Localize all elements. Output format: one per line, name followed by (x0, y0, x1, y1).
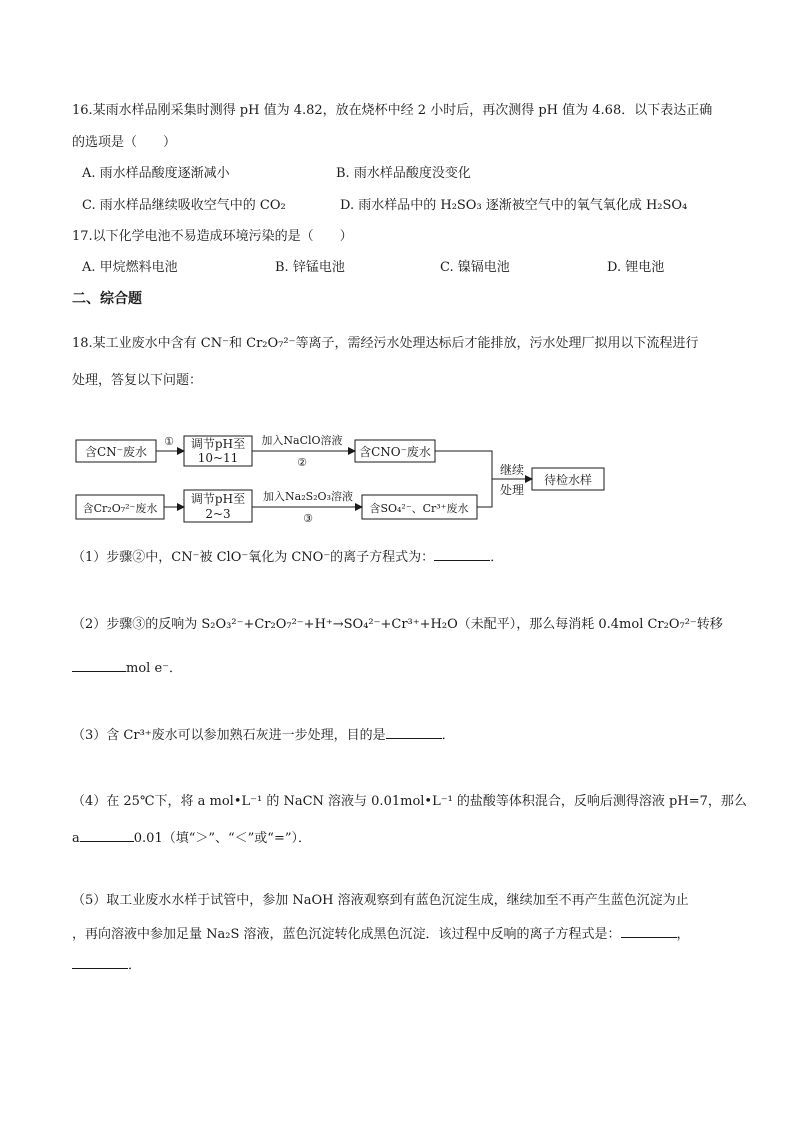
q18-sub4-var: a (72, 831, 80, 846)
q18-sub1-answer-blank[interactable] (434, 548, 490, 561)
q17-option-c[interactable]: C. 镍镉电池 (440, 260, 510, 275)
q18-stem-line2: 处理，答复以下问题： (72, 373, 203, 388)
flow-step-2: ② (297, 456, 307, 469)
flow-label-continue-b: 处理 (499, 483, 525, 497)
flow-label-adjust-bottom-a: 调节pH至 (190, 492, 246, 506)
q18-sub1 (72, 548, 503, 566)
q18-sub3-text: （3）含 Cr³⁺废水可以参加熟石灰进一步处理，目的是 (72, 728, 386, 743)
q18-sub2-line1: （2）步骤③的反响为 S₂O₃²⁻+Cr₂O₇²⁻+H⁺→SO₄²⁻+Cr³⁺+H₂O（未配平），那么每消耗 0.4mol Cr₂O₇²⁻转移 (72, 617, 723, 632)
q18-sub5-answer-blank-2[interactable] (72, 956, 128, 969)
q16-option-b[interactable]: B. 雨水样品酸度没变化 (336, 166, 471, 181)
q18-sub5-line3 (72, 956, 141, 974)
q18-sub5-text: ，再向溶液中参加足量 Na₂S 溶液，蓝色沉淀转化成黑色沉淀．该过程中反响的离子方程式是： (72, 927, 621, 942)
q18-sub3-end: ． (441, 728, 455, 743)
q18-sub4-text: 0.01（填“＞”、“＜”或“=”）． (133, 831, 311, 846)
flow-step-1: ① (164, 435, 174, 448)
flow-reagent-naclo: 加入NaClO溶液 (261, 434, 343, 447)
q16-option-a[interactable]: A. 雨水样品酸度逐渐减小 (82, 166, 230, 181)
q17-option-d[interactable]: D. 锂电池 (607, 260, 665, 275)
q18-sub3-answer-blank[interactable] (386, 726, 442, 739)
flow-label-continue-a: 继续 (499, 463, 525, 477)
flow-step-3: ③ (303, 512, 313, 525)
q18-stem-line1: 18.某工业废水中含有 CN⁻和 Cr₂O₇²⁻等离子，需经污水处理达标后才能排放，污水处理厂拟用以下流程进行 (72, 336, 699, 351)
q16-stem-line1: 16.某雨水样品刚采集时测得 pH 值为 4.82，放在烧杯中经 2 小时后，再次测得 pH 值为 4.68．以下表达正确 (72, 103, 713, 118)
process-flow-diagram (0, 0, 794, 540)
q18-sub5-line1: （5）取工业废水水样于试管中，参加 NaOH 溶液观察到有蓝色沉淀生成，继续加至不再产生蓝色沉淀为止 (72, 893, 689, 908)
q17-option-a[interactable]: A. 甲烷燃料电池 (82, 260, 178, 275)
q18-sub4-answer-blank[interactable] (80, 829, 134, 842)
flow-label-cn: 含CN⁻废水 (84, 445, 148, 459)
q18-sub1-text: （1）步骤②中，CN⁻被 ClO⁻氧化为 CNO⁻的离子方程式为： (72, 550, 435, 565)
flow-label-adjust-top-b: 10~11 (197, 451, 239, 465)
q17-stem: 17.以下化学电池不易造成环境污染的是（ ） (72, 229, 353, 244)
flow-label-cr2o7: 含Cr₂O₇²⁻废水 (82, 502, 158, 515)
q18-sub5-end: ． (128, 958, 142, 973)
flow-label-cno: 含CNO⁻废水 (359, 445, 431, 459)
flow-label-adjust-bottom-b: 2~3 (205, 507, 231, 521)
q18-sub5-answer-blank-1[interactable] (621, 925, 677, 938)
q18-sub4-line1: （4）在 25℃下，将 a mol•L⁻¹ 的 NaCN 溶液与 0.01mol•L⁻¹ 的盐酸等体积混合，反响后测得溶液 pH=7，那么 (72, 794, 747, 809)
section-heading: 二、综合题 (72, 291, 142, 307)
q18-sub1-end: ． (490, 550, 504, 565)
q18-sub4-line2 (72, 829, 311, 847)
q18-sub2-line2 (72, 659, 182, 677)
q18-sub5-line2 (72, 925, 690, 943)
q16-stem-line2: 的选项是（ ） (72, 135, 177, 150)
q18-sub2-unit: mol e⁻． (126, 661, 182, 676)
flow-label-test-sample: 待检水样 (543, 473, 593, 487)
q18-sub5-comma: ， (676, 927, 690, 942)
flow-label-adjust-top-a: 调节pH至 (190, 437, 246, 451)
q18-sub2-answer-blank[interactable] (72, 659, 126, 672)
flow-label-so4-cr: 含SO₄²⁻、Cr³⁺废水 (369, 502, 469, 515)
flow-reagent-na2s2o3: 加入Na₂S₂O₃溶液 (263, 490, 353, 503)
q18-sub3 (72, 726, 455, 744)
q17-option-b[interactable]: B. 锌锰电池 (275, 260, 345, 275)
q16-option-d[interactable]: D. 雨水样品中的 H₂SO₃ 逐渐被空气中的氧气氧化成 H₂SO₄ (340, 198, 688, 213)
q16-option-c[interactable]: C. 雨水样品继续吸收空气中的 CO₂ (82, 198, 286, 213)
